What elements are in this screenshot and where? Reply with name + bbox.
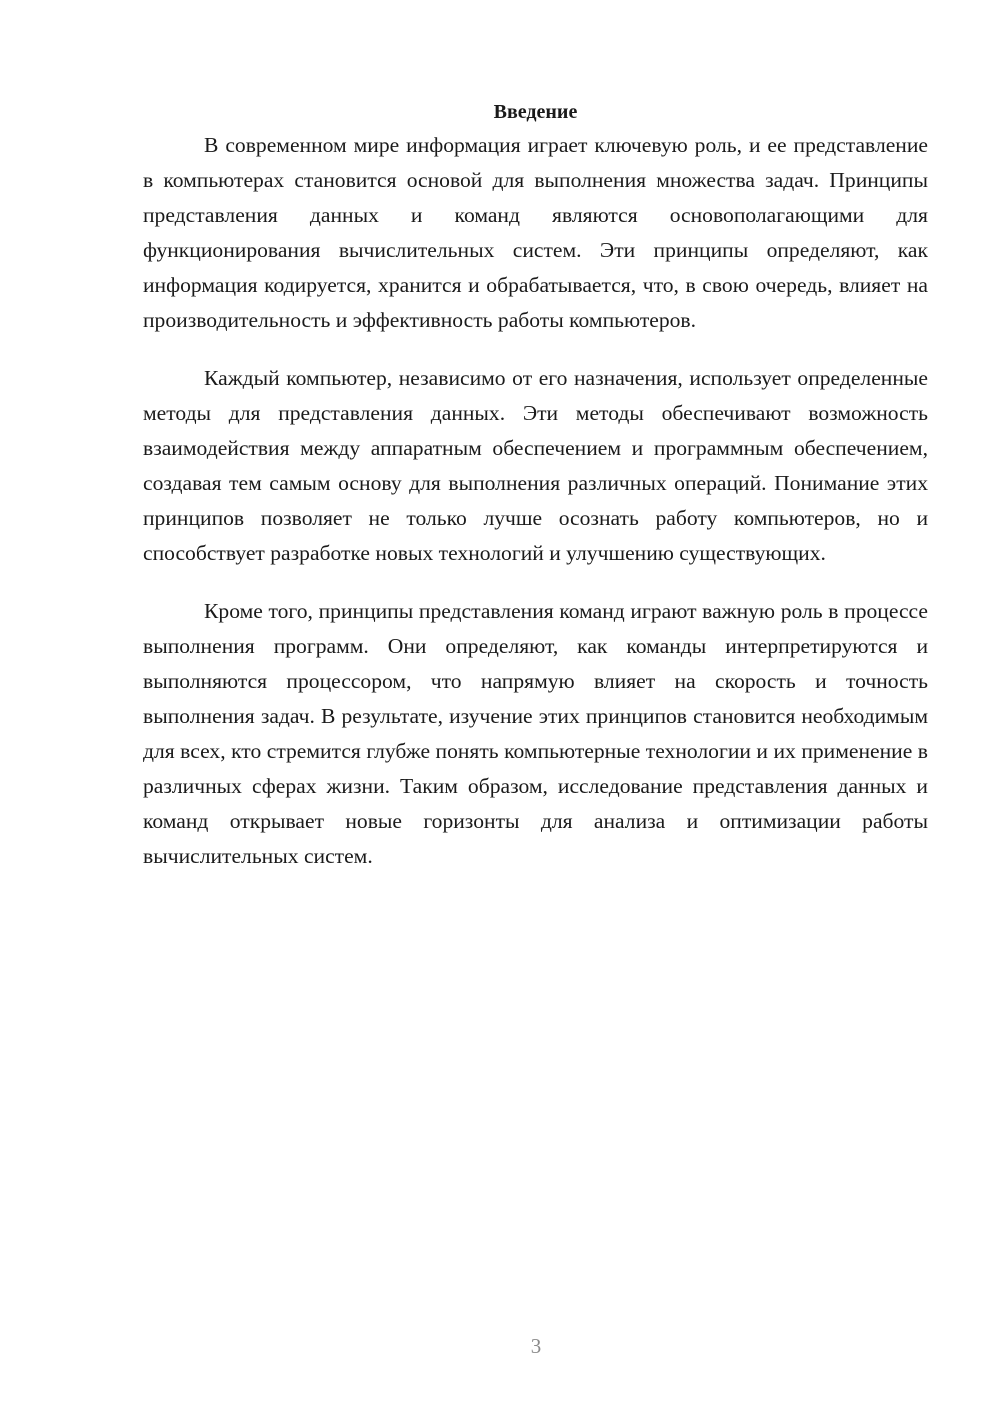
page-body	[143, 97, 928, 874]
paragraph-2: Каждый компьютер, независимо от его назначения, использует определенные методы для представления данных. Эти методы обеспечивают возможность взаимодействия между аппаратным обеспечением и программным обеспечением, создавая тем самым основу для выполнения различных операций. Понимание этих принципов позволяет не только лучше осознать работу компьютеров, но и способствует разработке новых технологий и улучшению существующих.	[143, 366, 928, 565]
section-heading: Введение	[493, 101, 578, 123]
paragraph-3: Кроме того, принципы представления команд играют важную роль в процессе выполнения программ. Они определяют, как команды интерпретируются и выполняются процессором, что напрямую влияет на скорость и точность выполнения задач. В результате, изучение этих принципов становится необходимым для всех, кто стремится глубже понять компьютерные технологии и их применение в различных сферах жизни. Таким образом, исследование представления данных и команд открывает новые горизонты для анализа и оптимизации работы вычислительных систем.	[143, 599, 928, 868]
page-number: 3	[530, 1334, 542, 1358]
paragraph-1: В современном мире информация играет ключевую роль, и ее представление в компьютерах становится основой для выполнения множества задач. Принципы представления данных и команд являются основополагающими для функционирования вычислительных систем. Эти принципы определяют, как информация кодируется, хранится и обрабатывается, что, в свою очередь, влияет на производительность и эффективность работы компьютеров.	[143, 133, 928, 332]
